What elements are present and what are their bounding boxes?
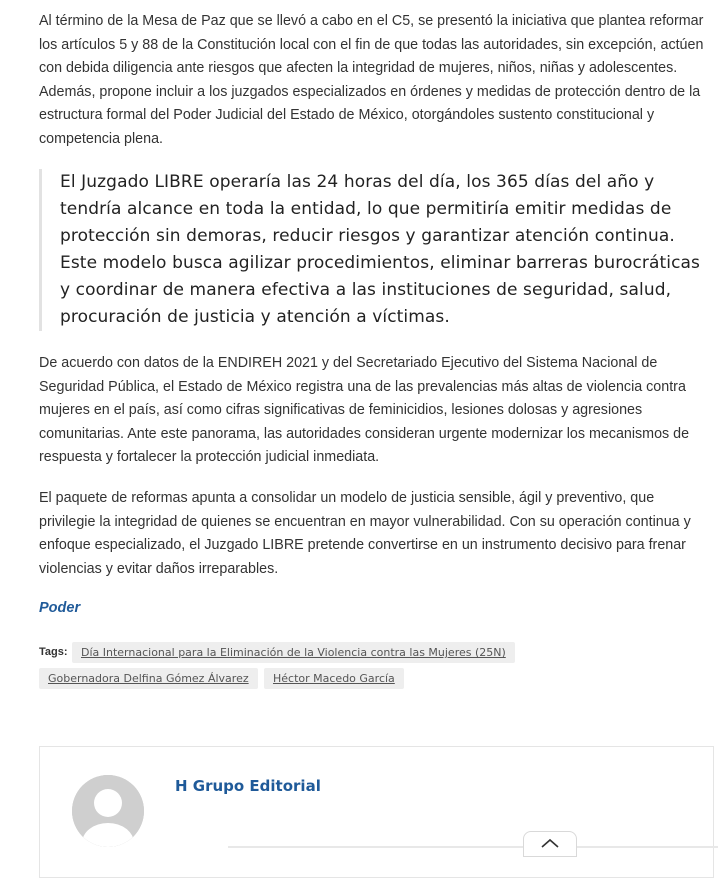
source-link-poder[interactable]: Poder xyxy=(39,600,81,616)
article-blockquote: El Juzgado LIBRE operaría las 24 horas del día, los 365 días del año y tendría alcance en toda la entidad, lo que permitiría emitir medidas de protección sin demoras, reducir riesgos y garantizar atención continua. Este modelo busca agilizar procedimientos, eliminar barreras burocráticas y coordinar de manera efectiva a las instituciones de seguridad, salud, procuración de justicia y atención a víctimas. xyxy=(39,169,710,331)
author-box xyxy=(39,746,714,878)
tags-label: Tags: xyxy=(39,646,68,658)
author-name-link[interactable]: H Grupo Editorial xyxy=(175,777,321,795)
article-paragraph-1: Al término de la Mesa de Paz que se llevó a cabo en el C5, se presentó la iniciativa que plantea reformar los artículos 5 y 88 de la Constitución local con el fin de que todas las autoridades, sin excepción, actúen con debida diligencia ante riesgos que afecten la integridad de mujeres, niños, niñas y adolescentes. Además, propone incluir a los juzgados especializados en órdenes y medidas de protección dentro de la estructura formal del Poder Judicial del Estado de México, otorgándoles sustento constitucional y competencia plena. xyxy=(39,13,704,147)
article-paragraph-3: El paquete de reformas apunta a consolidar un modelo de justicia sensible, ágil y preventivo, que privilegie la integridad de quienes se encuentran en mayor vulnerabilidad. Con su operación continua y enfoque especializado, el Juzgado LIBRE pretende convertirse en un instrumento decisivo para frenar violencias y evitar daños irreparables. xyxy=(39,490,691,577)
user-avatar-icon[interactable] xyxy=(72,775,144,847)
chevron-up-icon xyxy=(524,832,576,856)
tag-hector-macedo[interactable]: Héctor Macedo García xyxy=(264,668,404,689)
tag-25n[interactable]: Día Internacional para la Eliminación de la Violencia contra las Mujeres (25N) xyxy=(72,642,515,663)
scroll-to-top-button[interactable] xyxy=(523,831,577,857)
tag-gobernadora-delfina[interactable]: Gobernadora Delfina Gómez Álvarez xyxy=(39,668,258,689)
article-paragraph-2: De acuerdo con datos de la ENDIREH 2021 y del Secretariado Ejecutivo del Sistema Nacional de Seguridad Pública, el Estado de México registra una de las prevalencias más altas de violencia contra mujeres en el país, así como cifras significativas de feminicidios, lesiones dolosas y agresiones comunitarias. Ante este panorama, las autoridades consideran urgente modernizar los mecanismos de respuesta y fortalecer la protección judicial inmediata. xyxy=(39,355,690,465)
